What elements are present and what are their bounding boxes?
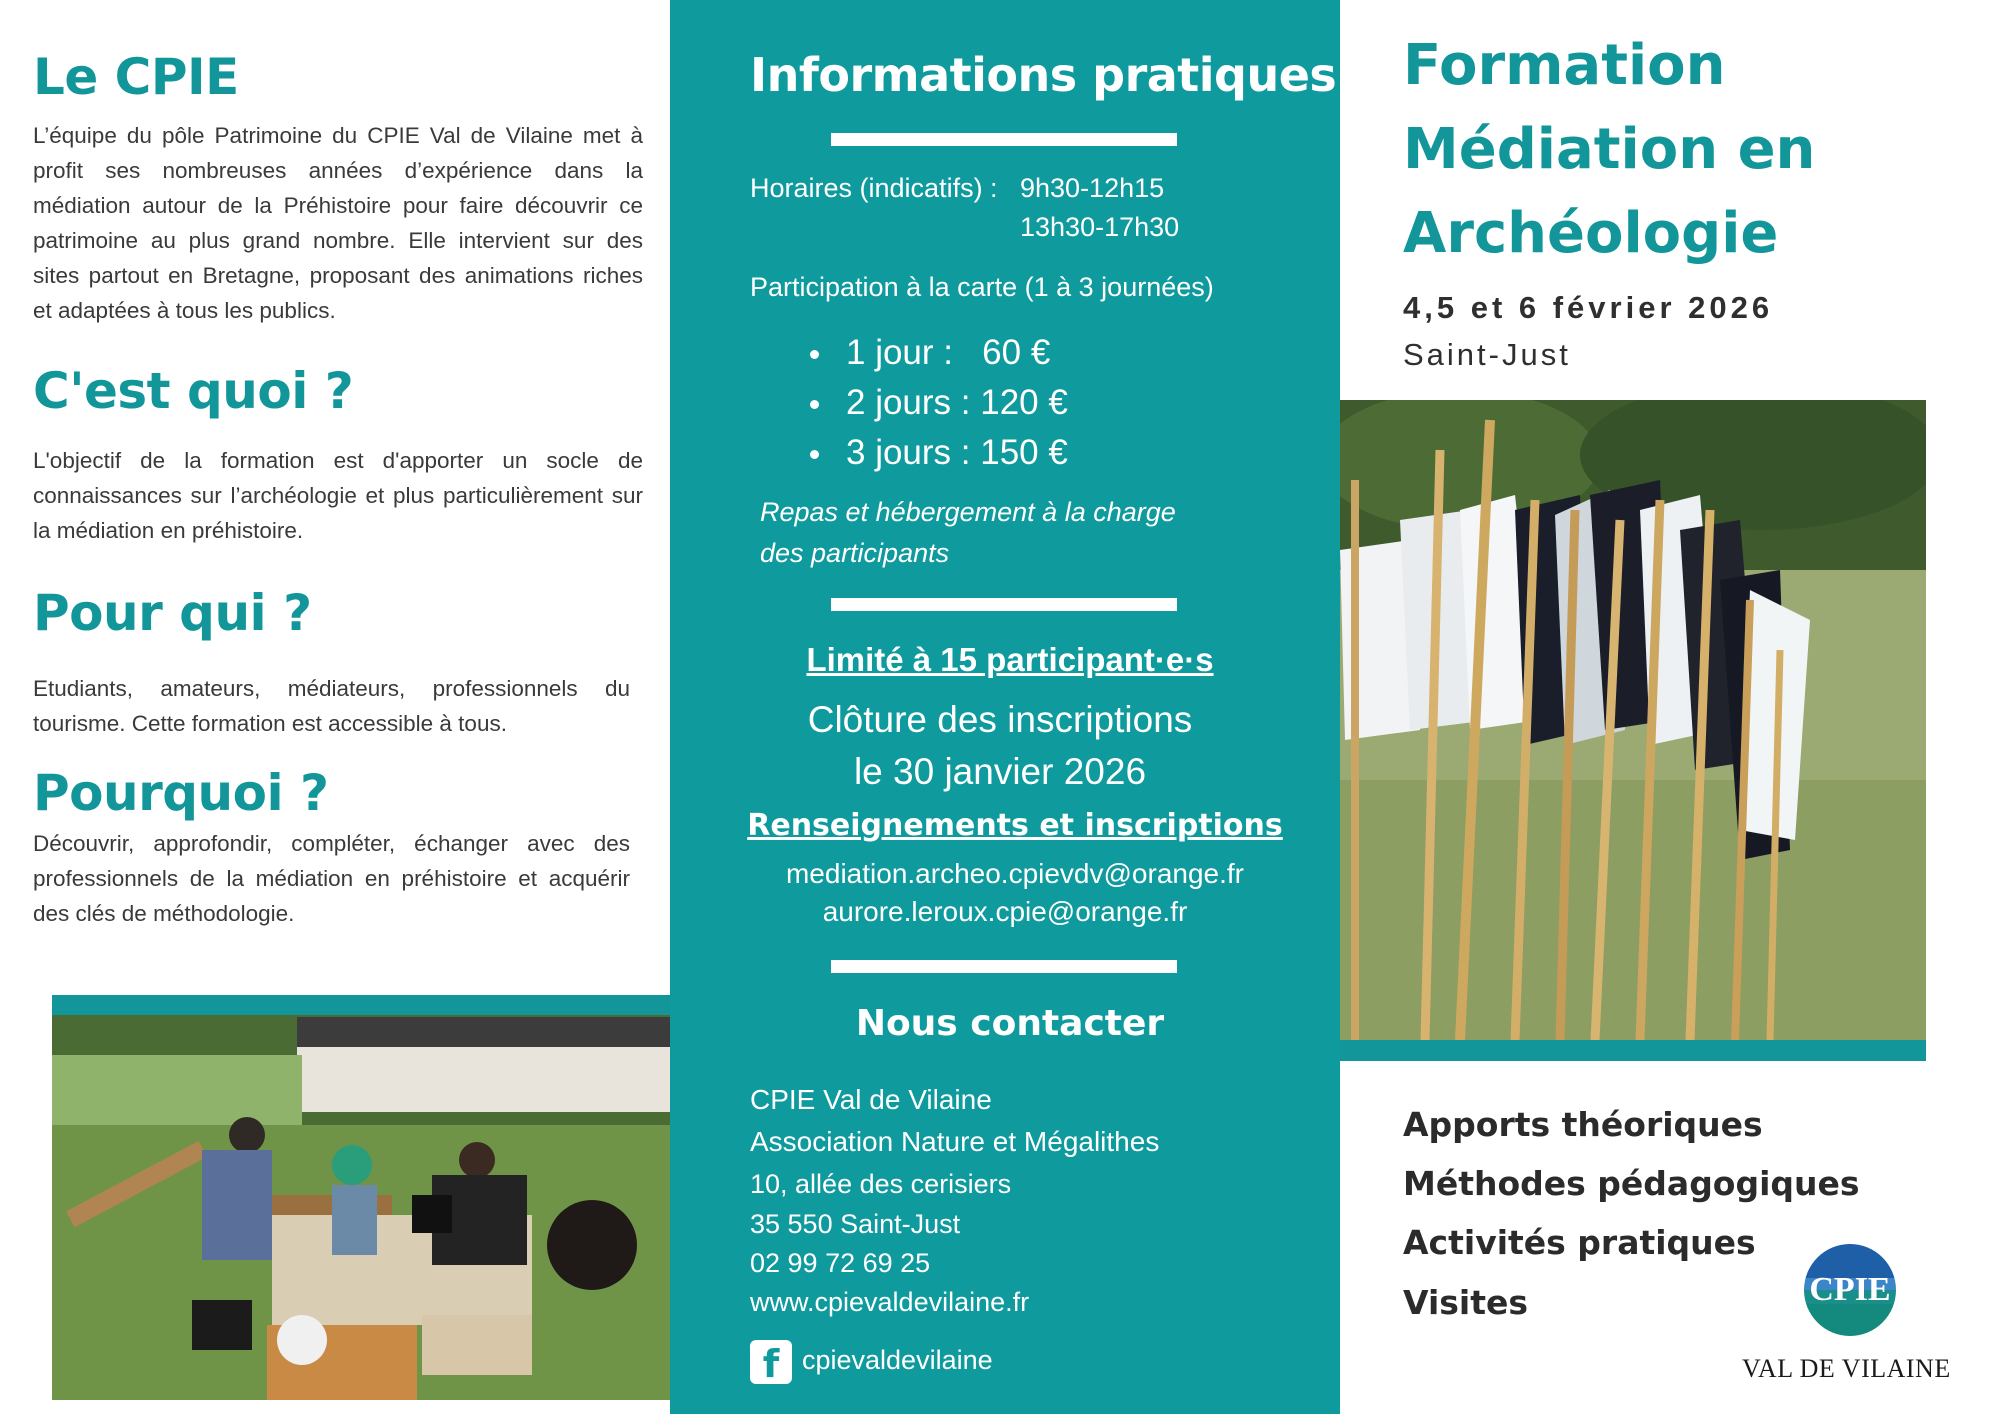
info-registration-heading: Renseignements et inscriptions [747,808,1283,843]
right-panel [1340,0,2000,1414]
facebook-icon[interactable]: f [750,1340,792,1384]
feature-theory: Apports théoriques [1403,1105,1763,1144]
photo-arrows-illustration [1340,400,1926,1040]
left-panel [0,0,670,1414]
price-item-2-days: 2 jours : 120 € [810,378,1068,428]
photo-excavation-illustration [52,995,670,1400]
divider-1 [831,133,1177,146]
contact-heading: Nous contacter [855,1003,1165,1044]
price-list [810,328,1068,478]
price-item-1-day: 1 jour : 60 € [810,328,1068,378]
hours-morning: 9h30-12h15 [1020,173,1165,203]
training-title [1403,24,1815,276]
training-date: 4,5 et 6 février 2026 [1403,290,1774,325]
logo-caption: VAL DE VILAINE [1742,1354,1951,1383]
participant-limit: Limité à 15 participant·e·s [806,641,1214,678]
price-item-3-days: 3 jours : 150 € [810,428,1068,478]
training-title-line-3: Archéologie [1403,201,1779,266]
heading-cest-quoi: C'est quoi ? [33,362,354,420]
middle-panel [670,0,1340,1414]
photo-left-top-band [52,995,670,1015]
facebook-link[interactable]: cpievaldevilaine [802,1345,993,1375]
training-title-line-2: Médiation en [1403,117,1816,182]
website-link[interactable]: www.cpievaldevilaine.fr [750,1287,1030,1317]
contact-association-name: Association Nature et Mégalithes [750,1126,1160,1157]
photo-excavation-activity [52,995,670,1400]
cpie-logo-letters: CPIE [1809,1271,1891,1308]
photo-arrows [1340,400,1926,1040]
closing-date-line-2: le 30 janvier 2026 [853,751,1147,792]
contact-org-name: CPIE Val de Vilaine [750,1084,992,1115]
training-title-line-1: Formation [1403,33,1726,98]
cpie-logo-graphic [1800,1240,1900,1340]
text-pourquoi: Découvrir, approfondir, compléter, échanger avec des professionnels de la médiation en préhistoire et acquérir des clés de méthodologie. [33,831,630,926]
practical-info-title: Informations pratiques [750,48,1337,102]
closing-date-line-1: Clôture des inscriptions [807,699,1193,740]
email-mediation-link[interactable]: mediation.archeo.cpievdv@orange.fr [785,858,1244,889]
photo-right-bottom-band [1340,1040,1926,1061]
cpie-logo-icon [1800,1240,1900,1340]
heading-pourquoi: Pourquoi ? [33,764,329,822]
hours-afternoon: 13h30-17h30 [1020,212,1180,242]
contact-street: 10, allée des cerisiers [750,1169,1012,1199]
feature-practice: Activités pratiques [1403,1223,1756,1262]
text-le-cpie: L’équipe du pôle Patrimoine du CPIE Val de Vilaine met à profit ses nombreuses années d’expérience dans la médiation autour de la Préhistoire pour faire découvrir ce patrimoine au plus grand nombre. Elle intervient sur des sites partout en Bretagne, proposant des animations riches et adaptées à tous les publics. [33,123,643,323]
contact-city: 35 550 Saint-Just [750,1209,961,1239]
heading-le-cpie: Le CPIE [33,48,239,106]
training-place: Saint-Just [1403,337,1571,372]
participation-text: Participation à la carte (1 à 3 journées) [750,272,1214,302]
divider-2 [831,598,1177,611]
feature-pedagogy: Méthodes pédagogiques [1403,1164,1860,1203]
divider-3 [831,960,1177,973]
email-aurore-link[interactable]: aurore.leroux.cpie@orange.fr [822,896,1188,927]
meals-note-line-2: des participants [760,538,950,568]
text-cest-quoi: L'objectif de la formation est d'apporter un socle de connaissances sur l’archéologie et plus particulièrement sur la médiation en préhistoire. [33,448,643,543]
contact-phone: 02 99 72 69 25 [750,1248,931,1278]
meals-note-line-1: Repas et hébergement à la charge [760,497,1176,527]
hours-label: Horaires (indicatifs) : [750,173,998,203]
heading-pour-qui: Pour qui ? [33,584,312,642]
feature-visits: Visites [1403,1283,1529,1322]
text-pour-qui: Etudiants, amateurs, médiateurs, professionnels du tourisme. Cette formation est accessible à tous. [33,676,630,736]
